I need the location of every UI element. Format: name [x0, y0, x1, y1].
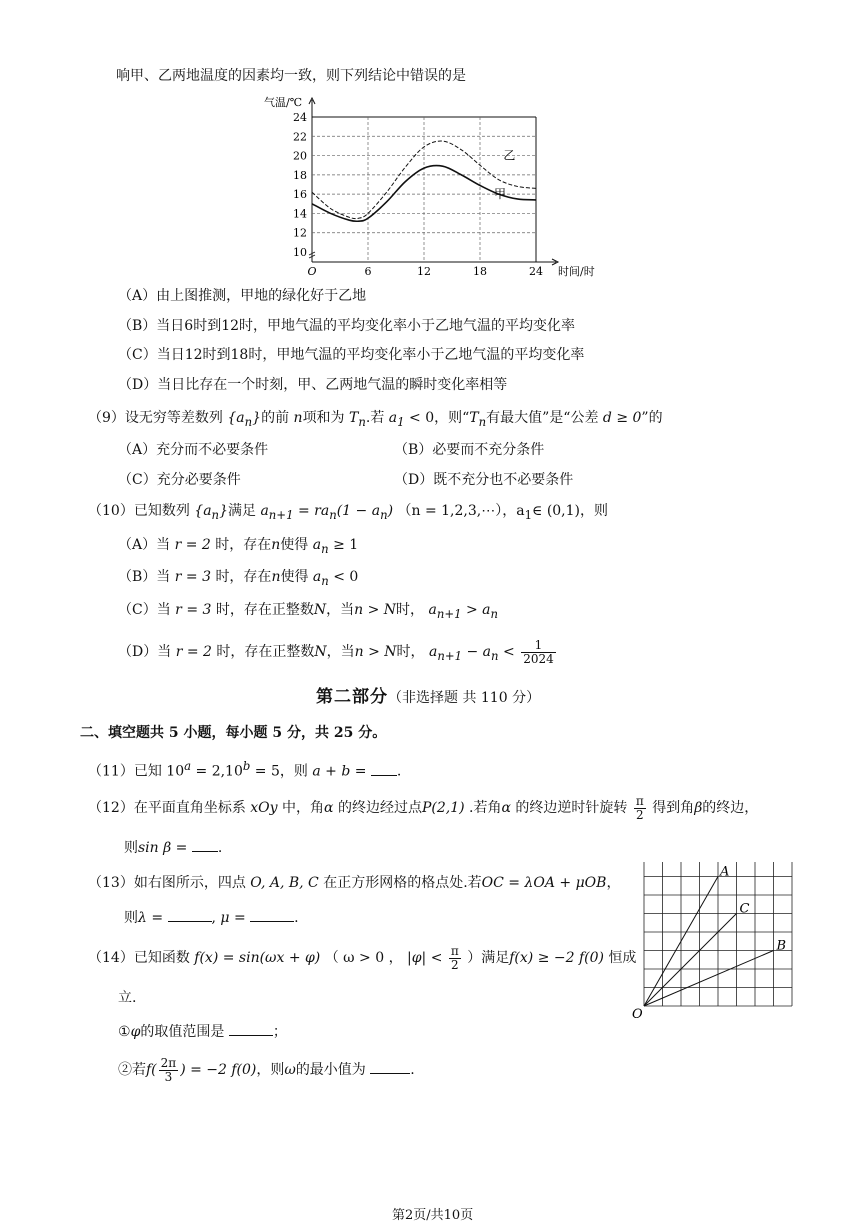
q14-fraction: [449, 945, 461, 972]
q12-text-a: 在平面直角坐标系: [133, 800, 246, 816]
q10a-label: （A）当: [118, 537, 171, 553]
q12-text-c: 的终边经过点: [337, 800, 422, 816]
q9-option-d: （D）既不充分也不必要条件: [394, 472, 574, 488]
q10d-mid: 时，存在正整数: [216, 644, 315, 660]
q12-text-d: .若角: [469, 800, 502, 816]
q12-text-e: 的终边逆时针旋转: [515, 800, 628, 816]
q10-option-a: [118, 536, 358, 558]
q10c-label: （C）当: [118, 602, 171, 618]
series-label-jia: 甲: [494, 187, 507, 201]
q9-text-f: 有最大值”是“公差: [486, 410, 599, 426]
q10-range: （n = 1,2,3,⋯），a: [397, 503, 525, 519]
q14-number: （14）: [88, 950, 134, 966]
q10-seq: {a: [194, 503, 212, 519]
q14-sub2-f: f(: [146, 1062, 157, 1078]
page-footer: 第2页/共10页: [392, 1208, 474, 1223]
q12-line1: [88, 793, 758, 823]
q10b-mid: 时，存在: [215, 569, 272, 585]
q10d-lt: <: [503, 644, 515, 660]
q10c-sub: n+1: [436, 606, 462, 621]
x-tick-label: 24: [529, 265, 543, 278]
q11-exp2: b: [242, 759, 251, 773]
q10-range-sub: 1: [524, 507, 532, 522]
point-label-a: A: [720, 864, 730, 880]
q12-number: （12）: [88, 800, 134, 816]
q10b-cmp: < 0: [333, 569, 359, 585]
q13-end: .: [294, 910, 299, 926]
q10-recurrence: = ra: [297, 503, 330, 519]
q9-a1: a: [388, 410, 398, 426]
q10a-r: r = 2: [174, 537, 211, 553]
q10d-tail: ，当: [326, 644, 355, 660]
q10-rec-tail-sub: n: [380, 507, 388, 522]
q10d-expr: a: [428, 644, 438, 660]
y-tick-label: 24: [293, 111, 307, 124]
q10-rec-tail: (1 − a: [336, 503, 381, 519]
y-tick-label: 10: [293, 246, 307, 259]
q10c-mid: 时，存在正整数: [215, 602, 314, 618]
q9-d: d ≥ 0: [602, 410, 642, 426]
q9-seq: {a: [227, 410, 245, 426]
q14-sub1-marker: ①: [118, 1024, 131, 1040]
y-tick-label: 16: [293, 188, 307, 202]
q14-cond-c: ）满足: [467, 950, 510, 966]
q13-lambda-blank[interactable]: [168, 907, 212, 922]
y-axis-label: 气温/℃: [264, 96, 303, 109]
q10-range-tail: ∈ (0,1)，则: [532, 503, 609, 519]
q14-function: f(x) = sin(ωx + φ): [194, 950, 321, 966]
q11-text-b: ，则: [279, 763, 308, 780]
q9-n: n: [293, 410, 303, 426]
y-tick-label: 12: [293, 226, 307, 240]
q13-text-b: 在正方形网格的格点处.若: [323, 875, 482, 891]
q9-text-e: ，则“: [434, 410, 470, 426]
series-label-yi: 乙: [503, 148, 516, 163]
q12-xoy: xOy: [250, 800, 278, 816]
q12-line2: [124, 837, 222, 857]
x-tick-label: 12: [417, 265, 431, 278]
q10d-r: r = 2: [175, 644, 212, 660]
q10-option-d: [118, 637, 558, 671]
q8-stem-text: 响甲、乙两地温度的因素均一致，则下列结论中错误的是: [116, 68, 466, 84]
q13-number: （13）: [88, 875, 134, 891]
q12-beta: β: [694, 800, 703, 816]
q12-point: P(2,1): [421, 800, 465, 816]
q9-option-b: （B）必要而不充分条件: [394, 442, 545, 458]
q12-frac-den: 2: [635, 807, 644, 822]
q10b-sub: n: [321, 573, 329, 588]
q10c-expr: a: [428, 602, 437, 618]
q11: [88, 757, 401, 781]
q14-sub2-text-c: ，则: [256, 1062, 285, 1078]
section2-heading: 二、填空题共 5 小题，每小题 5 分，共 25 分。: [80, 725, 387, 741]
q13-line2-a: 则: [124, 910, 138, 926]
q13-line1: [88, 874, 620, 892]
q11-exp1: a: [184, 759, 192, 773]
q14-sub2-frac-num: 2π: [160, 1055, 177, 1070]
q8-option-c: （C）当日12时到18时，甲地气温的平均变化率小于乙地气温的平均变化率: [118, 347, 585, 363]
q10-text-b: 满足: [227, 503, 256, 519]
q8-option-b: （B）当日6时到12时，甲地气温的平均变化率小于乙地气温的平均变化率: [118, 318, 576, 334]
q9-stem: [88, 409, 663, 431]
q10-rec-end: ): [387, 503, 394, 519]
q14-sub1-phi: φ: [130, 1024, 141, 1040]
q13-line2: [124, 907, 299, 927]
point-label-c: C: [739, 901, 750, 917]
q14-sub2-end: .: [410, 1062, 415, 1078]
y-tick-label: 18: [293, 168, 307, 182]
q10a-n: n: [271, 537, 281, 553]
vector-OB: [644, 951, 774, 1007]
point-label-o: O: [632, 1007, 643, 1022]
q10a-expr: a: [312, 537, 322, 553]
q14-cond-a: （ ω > 0 ，: [324, 950, 403, 966]
q14-sub1-end: ；: [272, 1024, 287, 1040]
q10-stem: [88, 502, 608, 524]
q9-cond: < 0: [409, 410, 435, 426]
q13-mu: μ =: [220, 910, 246, 926]
q12-alpha-2: α: [501, 800, 511, 816]
y-tick-label: 20: [293, 149, 307, 163]
q12-text-f: 得到角: [652, 800, 695, 816]
origin-label: O: [307, 265, 317, 278]
q10d-frac-den: 2024: [523, 651, 554, 666]
q9-a1-sub: 1: [397, 414, 405, 429]
q14-sub2-text-d: 的最小值为: [295, 1062, 366, 1078]
q10d-sub: n+1: [437, 648, 463, 663]
q14-inequality: f(x) ≥ −2 f(0): [509, 950, 604, 966]
x-tick-label: 18: [473, 265, 487, 278]
q10-a: a: [260, 503, 269, 519]
q10c-when: 时，: [396, 602, 425, 618]
q14-sub2-omega: ω: [284, 1062, 296, 1078]
q9-seq-sub: n: [244, 414, 253, 429]
y-tick-label: 14: [293, 207, 307, 221]
q12-alpha: α: [324, 800, 334, 816]
q14-text-a: 已知函数: [133, 950, 190, 966]
q14-sub1-text: 的取值范围是: [140, 1024, 225, 1040]
q14-line2: 立.: [118, 990, 137, 1006]
q13-text-a: 如右图所示，四点: [133, 875, 246, 891]
q9-text-a: 设无穷等差数列: [124, 410, 223, 426]
q12-end: .: [217, 840, 223, 856]
q13-grid-figure: [626, 862, 798, 1022]
q11-answer-blank[interactable]: [371, 761, 397, 776]
q10c-cmp: > a: [465, 602, 491, 618]
q9-option-a: （A）充分而不必要条件: [118, 442, 269, 458]
q10-option-b: [118, 568, 358, 590]
q10b-expr: a: [312, 569, 322, 585]
q14-sub2: [118, 1053, 415, 1087]
q10b-r: r = 3: [174, 569, 211, 585]
q14-sub2-frac-den: 3: [164, 1069, 173, 1084]
q10c-N: N: [313, 602, 327, 618]
q9-seq-end: }: [252, 410, 262, 426]
part2-title: 第二部分: [316, 687, 388, 707]
q10a-cmp: ≥ 1: [333, 537, 359, 553]
q10d-cond: n > N: [354, 644, 397, 660]
q11-number: （11）: [88, 763, 134, 780]
q10-seq-sub: n: [211, 507, 220, 522]
q14-sub2-marker: ②若: [118, 1062, 146, 1078]
q13-lambda: λ =: [138, 910, 164, 926]
q9-text-b: 的前: [261, 410, 290, 426]
q13-mu-blank[interactable]: [250, 907, 294, 922]
q12-text-g: 的终边，: [702, 800, 759, 816]
q13-text-c: ，: [606, 875, 621, 891]
q12-line2-a: 则: [124, 840, 138, 856]
q11-ask: a + b =: [312, 763, 367, 780]
q10b-label: （B）当: [118, 569, 171, 585]
q11-eq2b: = 5: [250, 763, 280, 780]
q9-tn-sub: n: [358, 414, 366, 429]
q14-sub1: [118, 1021, 287, 1041]
q12-text-b: 中，角: [282, 800, 325, 816]
q10b-tail: 使得: [280, 569, 309, 585]
q10-number: （10）: [88, 503, 134, 519]
q13-sep: ,: [211, 910, 216, 926]
q10-rec-sub: n: [329, 507, 337, 522]
q10d-frac-num: 1: [521, 639, 556, 653]
temperature-line-chart: [258, 94, 610, 280]
q14-frac-den: 2: [451, 957, 459, 972]
q9-tn: T: [349, 410, 359, 426]
q9-text-g: ”的: [641, 410, 663, 426]
q12-line2-b: sin β =: [138, 840, 188, 856]
q13-vector-equation: OC = λOA + μOB: [481, 875, 607, 891]
q14-cond-b: |φ| <: [407, 950, 443, 966]
q10d-label: （D）当: [118, 644, 172, 660]
q14-sub2-eq: ) = −2 f(0): [180, 1062, 257, 1078]
q10d-fraction: [521, 639, 556, 666]
q10c-cond: n > N: [354, 602, 397, 618]
q14-frac-num: π: [450, 943, 459, 958]
q13-points: O, A, B, C: [250, 875, 319, 891]
q8-option-d: （D）当日比存在一个时刻，甲、乙两地气温的瞬时变化率相等: [118, 377, 508, 393]
x-tick-label: 6: [364, 265, 372, 278]
q11-text-a: 已知: [133, 763, 162, 780]
q9-text-c: 项和为: [302, 410, 345, 426]
q9-number: （9）: [88, 410, 125, 426]
x-axis-label: 时间/时: [558, 265, 595, 278]
q9-tn2: T: [469, 410, 479, 426]
q10c-r: r = 3: [175, 602, 212, 618]
y-tick-label: 22: [293, 130, 307, 144]
q12-frac-num: π: [635, 793, 644, 808]
q11-eq1b: = 2,10: [191, 763, 243, 780]
q10-a-sub: n+1: [268, 507, 294, 522]
q10-seq-end: }: [219, 503, 228, 519]
q10-option-c: [118, 601, 498, 623]
q14-sub1-blank[interactable]: [229, 1021, 273, 1036]
q14-line1: [88, 942, 636, 974]
q10a-tail: 使得: [280, 537, 309, 553]
part2-heading: [316, 688, 540, 707]
q11-base1: 10: [166, 763, 185, 780]
q10-text-a: 已知数列: [133, 503, 190, 519]
q9-option-c: （C）充分必要条件: [118, 472, 241, 488]
q10a-sub: n: [321, 541, 329, 556]
q8-option-a: （A）由上图推测，甲地的绿化好于乙地: [118, 288, 367, 304]
part2-subtitle: （非选择题 共 110 分）: [388, 690, 541, 706]
q10b-n: n: [271, 569, 281, 585]
q8-stem-continuation: [116, 67, 466, 85]
q12-answer-blank[interactable]: [192, 837, 218, 852]
q12-fraction: [634, 795, 646, 822]
q10c-sub2: n: [490, 606, 499, 621]
q14-sub2-fraction: [159, 1057, 179, 1084]
vector-OC: [644, 914, 737, 1007]
q11-end: .: [396, 763, 402, 780]
q10d-N: N: [314, 644, 327, 660]
q10d-when: 时，: [396, 644, 425, 660]
point-label-b: B: [776, 938, 787, 954]
q14-sub2-blank[interactable]: [370, 1059, 410, 1074]
q10d-cmp: − a: [466, 644, 492, 660]
q10c-tail: ，当: [326, 602, 355, 618]
q9-tn2-sub: n: [478, 414, 487, 429]
q10d-sub2: n: [491, 648, 499, 663]
q14-text-b: 恒成: [608, 950, 637, 966]
q10a-mid: 时，存在: [215, 537, 272, 553]
q9-text-d: .若: [365, 410, 385, 426]
